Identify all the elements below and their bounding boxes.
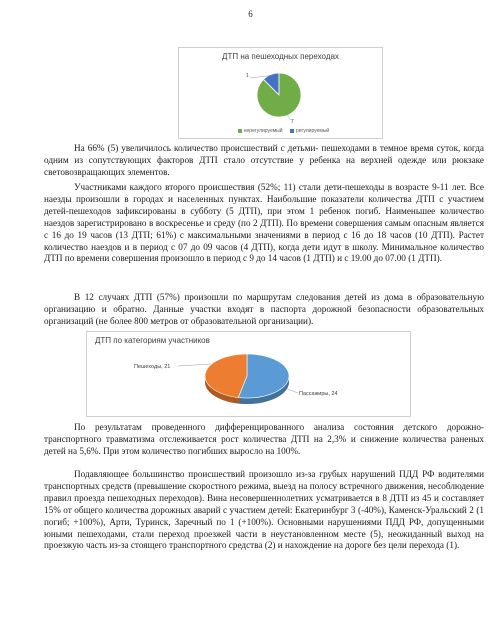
chart-title: ДТП на пешеходных переходах <box>222 52 339 61</box>
legend-label: нерегулируемый <box>243 128 283 134</box>
paragraph: Участниками каждого второго происшествия (52%; 11) стали дети-пешеходы в возрасте 9-11 лет. Все наезды произошли в городах и населенных пунктах. Наибольшие показатели количества ДТП с участием детей-пешеходов зафиксированы в субботу (5 ДТП), при этом 1 ребенок погиб. Наименьшее количество наездов зарегистрировано в воскресенье и среду (по 2 ДТП). По времени совершения самым опасным является с 16 до 19 часов (13 ДТП; 61%) с максимальными значениями в период с 16 до 18 часов (10 ДТП). Растет количество наездов и в период с 07 до 09 часов (4 ДТП), когда дети идут в школу. Минимальное количество ДТП по времени совершения произошло в период с 9 до 14 часов (1 ДТП) и с 19.00 до 07.00 (1 ДТП). <box>44 182 484 264</box>
data-label: Пешеходы, 21 <box>134 364 171 370</box>
data-label: Пассажиры, 24 <box>299 391 338 397</box>
leader-line <box>178 364 211 366</box>
legend-swatch-blue <box>290 129 294 133</box>
pie-chart-svg <box>87 332 412 418</box>
pie-slice-0 <box>257 73 301 117</box>
data-label: 7 <box>291 119 294 125</box>
data-label: 1 <box>246 73 249 79</box>
legend-label: регулируемый <box>295 128 330 134</box>
pedestrian-crossing-chart <box>178 47 383 139</box>
paragraph: Подавляющее большинство происшествий произошло из-за грубых нарушений ПДД РФ водителями транспортных средств (превышение скоростного режима, выезд на полосу встречного движения, несоблюдение правил проезда пешеходных переходов). Вина несовершеннолетних усматривается в 8 ДТП из 45 и составляет 15% от общего количества дорожных аварий с участием детей: Екатеринбург 3 (-40%), Каменск-Уральский 2 (1 погиб; +100%), Арти, Туринск, Заречный по 1 (+100%). Основными нарушениями ПДД РФ, допущенными юными пешеходами, стали переход проезжей части в неустановленном месте (5), неожиданный выход на проезжую часть из-за стоящего транспортного средства (2) и нахождение на дороге без цели перехода (1). <box>44 469 484 551</box>
paragraph: По результатам проведенного дифференцированного анализа состояния детского дорожно-транспортного травматизма отслеживается рост количества ДТП на 2,3% и снижение количества раненых детей на 5,6%. При этом количество погибших выросло на 100%. <box>44 422 484 456</box>
leader-line <box>285 388 298 393</box>
leader-line <box>287 115 291 120</box>
chart-title: ДТП по категориям участников <box>95 336 210 345</box>
page-number: 6 <box>248 9 253 19</box>
paragraph: На 66% (5) увеличилось количество происшествий с детьми- пешеходами в темное время суток, когда одним из сопутствующих факторов ДТП стало отсутствие у ребенка на верхней одежде или рюкзаке световозвращающих элементов. <box>44 143 484 177</box>
pie-chart-svg <box>179 48 384 140</box>
participants-category-chart <box>86 331 411 417</box>
paragraph: В 12 случаях ДТП (57%) произошли по маршрутам следования детей из дома в образовательную организацию и обратно. Данные участки входят в паспорта дорожной безопасности образовательных организаций (не более 800 метров от образовательной организации). <box>44 292 484 326</box>
chart-legend <box>179 128 382 134</box>
legend-swatch-green <box>238 129 242 133</box>
